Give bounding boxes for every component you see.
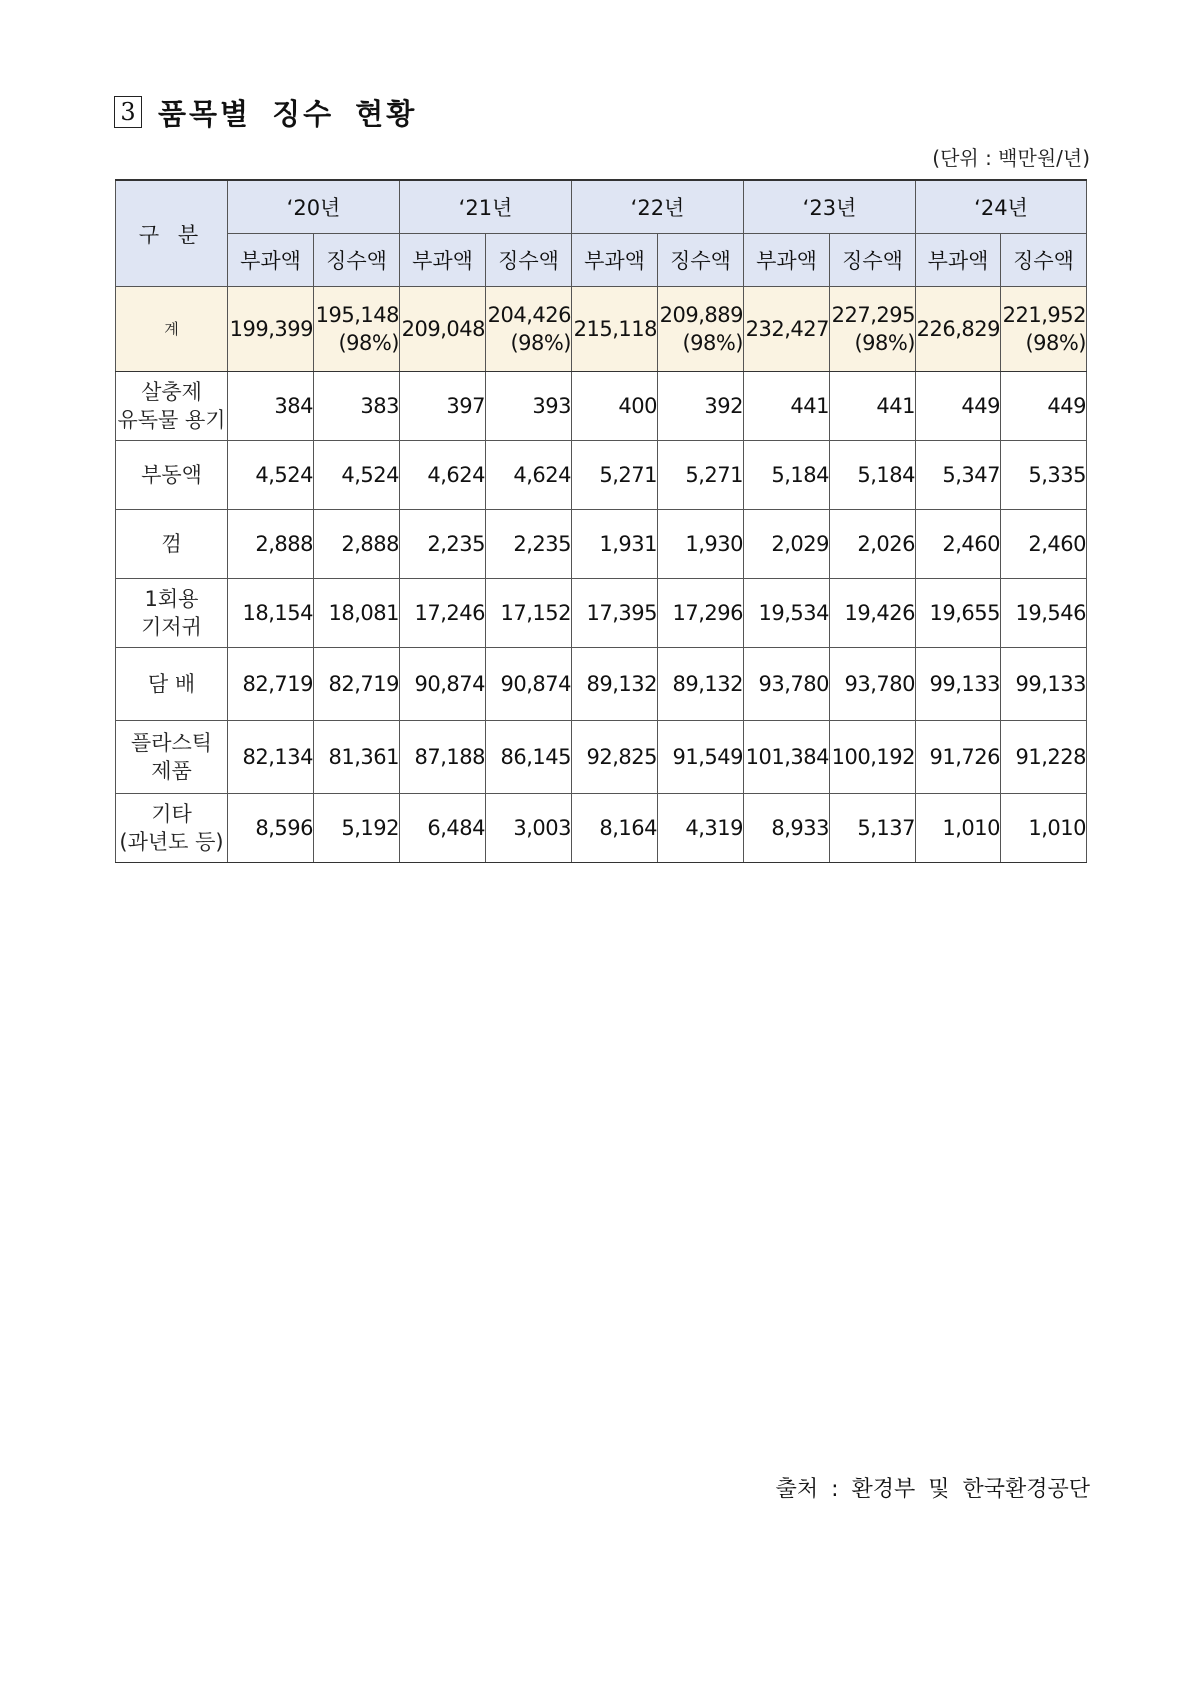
value-cell: 17,296 (658, 579, 744, 648)
value-cell: 82,719 (228, 648, 314, 721)
value-cell: 2,026 (830, 510, 916, 579)
value-cell: 18,081 (314, 579, 400, 648)
total-cell: 209,889 (98%) (658, 287, 744, 372)
value-cell: 91,549 (658, 721, 744, 794)
row-label (116, 579, 228, 648)
value-cell: 8,164 (572, 794, 658, 863)
sub-header: 부과액 (916, 234, 1001, 287)
section-title: 품목별 징수 현황 (158, 96, 418, 131)
value-cell: 449 (916, 372, 1001, 441)
value-cell: 2,235 (486, 510, 572, 579)
year-header: ‘20년 (228, 180, 400, 234)
value-cell: 8,596 (228, 794, 314, 863)
table-row (116, 648, 1087, 721)
collection-rate: (98%) (338, 331, 399, 355)
row-label-line: 플라스틱 (130, 731, 213, 755)
year-header: ‘21년 (400, 180, 572, 234)
value-cell: 5,184 (830, 441, 916, 510)
sub-header: 징수액 (486, 234, 572, 287)
collection-rate: (98%) (682, 331, 743, 355)
value-cell: 90,874 (486, 648, 572, 721)
row-label-line: 부동액 (141, 463, 202, 487)
item-rows (116, 372, 1087, 863)
section-number-box: 3 (114, 96, 142, 128)
value-cell: 87,188 (400, 721, 486, 794)
value-cell: 17,152 (486, 579, 572, 648)
sub-header: 부과액 (744, 234, 830, 287)
total-cell: 215,118 (572, 287, 658, 372)
total-cell: 221,952 (98%) (1001, 287, 1087, 372)
value-cell: 5,335 (1001, 441, 1087, 510)
value-cell: 397 (400, 372, 486, 441)
value-cell: 383 (314, 372, 400, 441)
collection-rate: (98%) (1025, 331, 1086, 355)
collection-table (115, 179, 1087, 863)
value-cell: 2,888 (314, 510, 400, 579)
value-cell: 89,132 (572, 648, 658, 721)
value-cell: 5,271 (658, 441, 744, 510)
value-cell: 82,134 (228, 721, 314, 794)
collection-rate: (98%) (854, 331, 915, 355)
value-cell: 1,010 (916, 794, 1001, 863)
value-cell: 4,624 (400, 441, 486, 510)
table-row (116, 721, 1087, 794)
total-cell: 226,829 (916, 287, 1001, 372)
table-row (116, 579, 1087, 648)
total-cell: 199,399 (228, 287, 314, 372)
year-header: ‘23년 (744, 180, 916, 234)
row-label (116, 372, 228, 441)
value-cell: 5,184 (744, 441, 830, 510)
value-cell: 441 (830, 372, 916, 441)
collection-rate: (98%) (510, 331, 571, 355)
row-label (116, 648, 228, 721)
row-label-line: 1회용 (144, 587, 199, 611)
total-row (116, 287, 1087, 372)
value-cell: 5,271 (572, 441, 658, 510)
value-cell: 19,426 (830, 579, 916, 648)
value-cell: 99,133 (916, 648, 1001, 721)
row-label-line: 살충제 (141, 380, 202, 404)
value-cell: 19,546 (1001, 579, 1087, 648)
value-cell: 2,029 (744, 510, 830, 579)
sub-header: 부과액 (400, 234, 486, 287)
value-cell: 101,384 (744, 721, 830, 794)
value-cell: 4,624 (486, 441, 572, 510)
row-label (116, 721, 228, 794)
value-cell: 384 (228, 372, 314, 441)
table-row (116, 372, 1087, 441)
value-cell: 6,484 (400, 794, 486, 863)
table-row (116, 510, 1087, 579)
total-cell: 227,295 (98%) (830, 287, 916, 372)
value-cell: 91,228 (1001, 721, 1087, 794)
value-cell: 1,010 (1001, 794, 1087, 863)
value-cell: 441 (744, 372, 830, 441)
value-cell: 86,145 (486, 721, 572, 794)
source-note: 출처 : 환경부 및 한국환경공단 (775, 1477, 1090, 1502)
value-cell: 91,726 (916, 721, 1001, 794)
sub-header: 징수액 (314, 234, 400, 287)
value-cell: 90,874 (400, 648, 486, 721)
value-cell: 2,888 (228, 510, 314, 579)
value-cell: 392 (658, 372, 744, 441)
total-cell: 204,426 (98%) (486, 287, 572, 372)
row-label-line: 기타 (151, 802, 192, 826)
value-cell: 3,003 (486, 794, 572, 863)
value-cell: 93,780 (744, 648, 830, 721)
value-cell: 2,235 (400, 510, 486, 579)
unit-note: (단위 : 백만원/년) (932, 146, 1090, 170)
value-cell: 2,460 (1001, 510, 1087, 579)
row-label-line: (과년도 등) (119, 830, 224, 854)
value-cell: 4,524 (314, 441, 400, 510)
corner-header: 구 분 (116, 180, 228, 287)
value-cell: 449 (1001, 372, 1087, 441)
value-cell: 4,319 (658, 794, 744, 863)
table-row (116, 441, 1087, 510)
sub-header: 징수액 (1001, 234, 1087, 287)
value-cell: 93,780 (830, 648, 916, 721)
value-cell: 5,347 (916, 441, 1001, 510)
section-heading (114, 92, 417, 132)
value-cell: 100,192 (830, 721, 916, 794)
value-cell: 2,460 (916, 510, 1001, 579)
row-label (116, 441, 228, 510)
sub-header: 부과액 (572, 234, 658, 287)
value-cell: 1,931 (572, 510, 658, 579)
value-cell: 19,655 (916, 579, 1001, 648)
sub-header: 징수액 (830, 234, 916, 287)
value-cell: 4,524 (228, 441, 314, 510)
value-cell: 19,534 (744, 579, 830, 648)
total-label: 계 (116, 287, 228, 372)
value-cell: 400 (572, 372, 658, 441)
value-cell: 17,395 (572, 579, 658, 648)
total-cell: 232,427 (744, 287, 830, 372)
table-row (116, 794, 1087, 863)
value-cell: 5,137 (830, 794, 916, 863)
year-header: ‘22년 (572, 180, 744, 234)
total-cell: 209,048 (400, 287, 486, 372)
value-cell: 92,825 (572, 721, 658, 794)
row-label (116, 794, 228, 863)
sub-header-row (116, 234, 1087, 287)
row-label-line: 껌 (161, 532, 182, 556)
value-cell: 8,933 (744, 794, 830, 863)
value-cell: 99,133 (1001, 648, 1087, 721)
sub-header: 징수액 (658, 234, 744, 287)
value-cell: 81,361 (314, 721, 400, 794)
value-cell: 393 (486, 372, 572, 441)
value-cell: 89,132 (658, 648, 744, 721)
row-label-line: 기저귀 (141, 615, 202, 639)
row-label-line: 제품 (151, 759, 192, 783)
value-cell: 5,192 (314, 794, 400, 863)
row-label-line: 담 배 (147, 672, 196, 696)
sub-header: 부과액 (228, 234, 314, 287)
value-cell: 1,930 (658, 510, 744, 579)
year-header: ‘24년 (916, 180, 1087, 234)
row-label (116, 510, 228, 579)
value-cell: 82,719 (314, 648, 400, 721)
total-cell: 195,148 (98%) (314, 287, 400, 372)
row-label-line: 유독물 용기 (117, 408, 226, 432)
value-cell: 17,246 (400, 579, 486, 648)
value-cell: 18,154 (228, 579, 314, 648)
year-header-row (116, 180, 1087, 234)
